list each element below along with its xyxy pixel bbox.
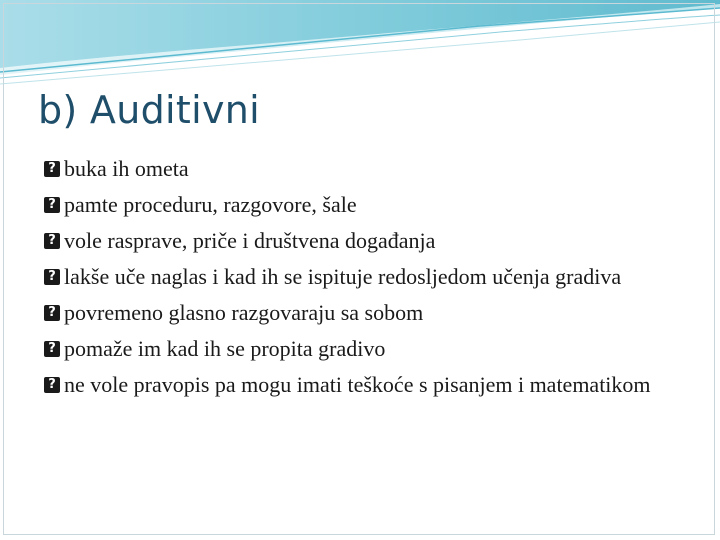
missing-glyph-icon: ? <box>44 197 60 213</box>
missing-glyph-icon: ? <box>44 305 60 321</box>
bullet-item <box>44 298 684 328</box>
bullet-text: ne vole pravopis pa mogu imati teškoće s pisanjem i matematikom <box>64 372 651 397</box>
bullet-text: pomaže im kad ih se propita gradivo <box>64 336 386 361</box>
bullet-item <box>44 334 684 364</box>
bullet-text: lakše uče naglas i kad ih se ispituje redosljedom učenja gradiva <box>64 264 622 289</box>
slide-title: b) Auditivni <box>38 88 260 132</box>
bullet-list <box>44 154 684 406</box>
bullet-item <box>44 262 684 292</box>
missing-glyph-icon: ? <box>44 233 60 249</box>
missing-glyph-icon: ? <box>44 341 60 357</box>
bullet-text: povremeno glasno razgovaraju sa sobom <box>64 300 424 325</box>
missing-glyph-icon: ? <box>44 269 60 285</box>
bullet-item <box>44 226 684 256</box>
bullet-text: buka ih ometa <box>64 156 189 181</box>
bullet-item <box>44 154 684 184</box>
bullet-text: vole rasprave, priče i društvena događanja <box>64 228 436 253</box>
bullet-item <box>44 370 684 400</box>
missing-glyph-icon: ? <box>44 161 60 177</box>
bullet-text: pamte proceduru, razgovore, šale <box>64 192 357 217</box>
missing-glyph-icon: ? <box>44 377 60 393</box>
bullet-item <box>44 190 684 220</box>
